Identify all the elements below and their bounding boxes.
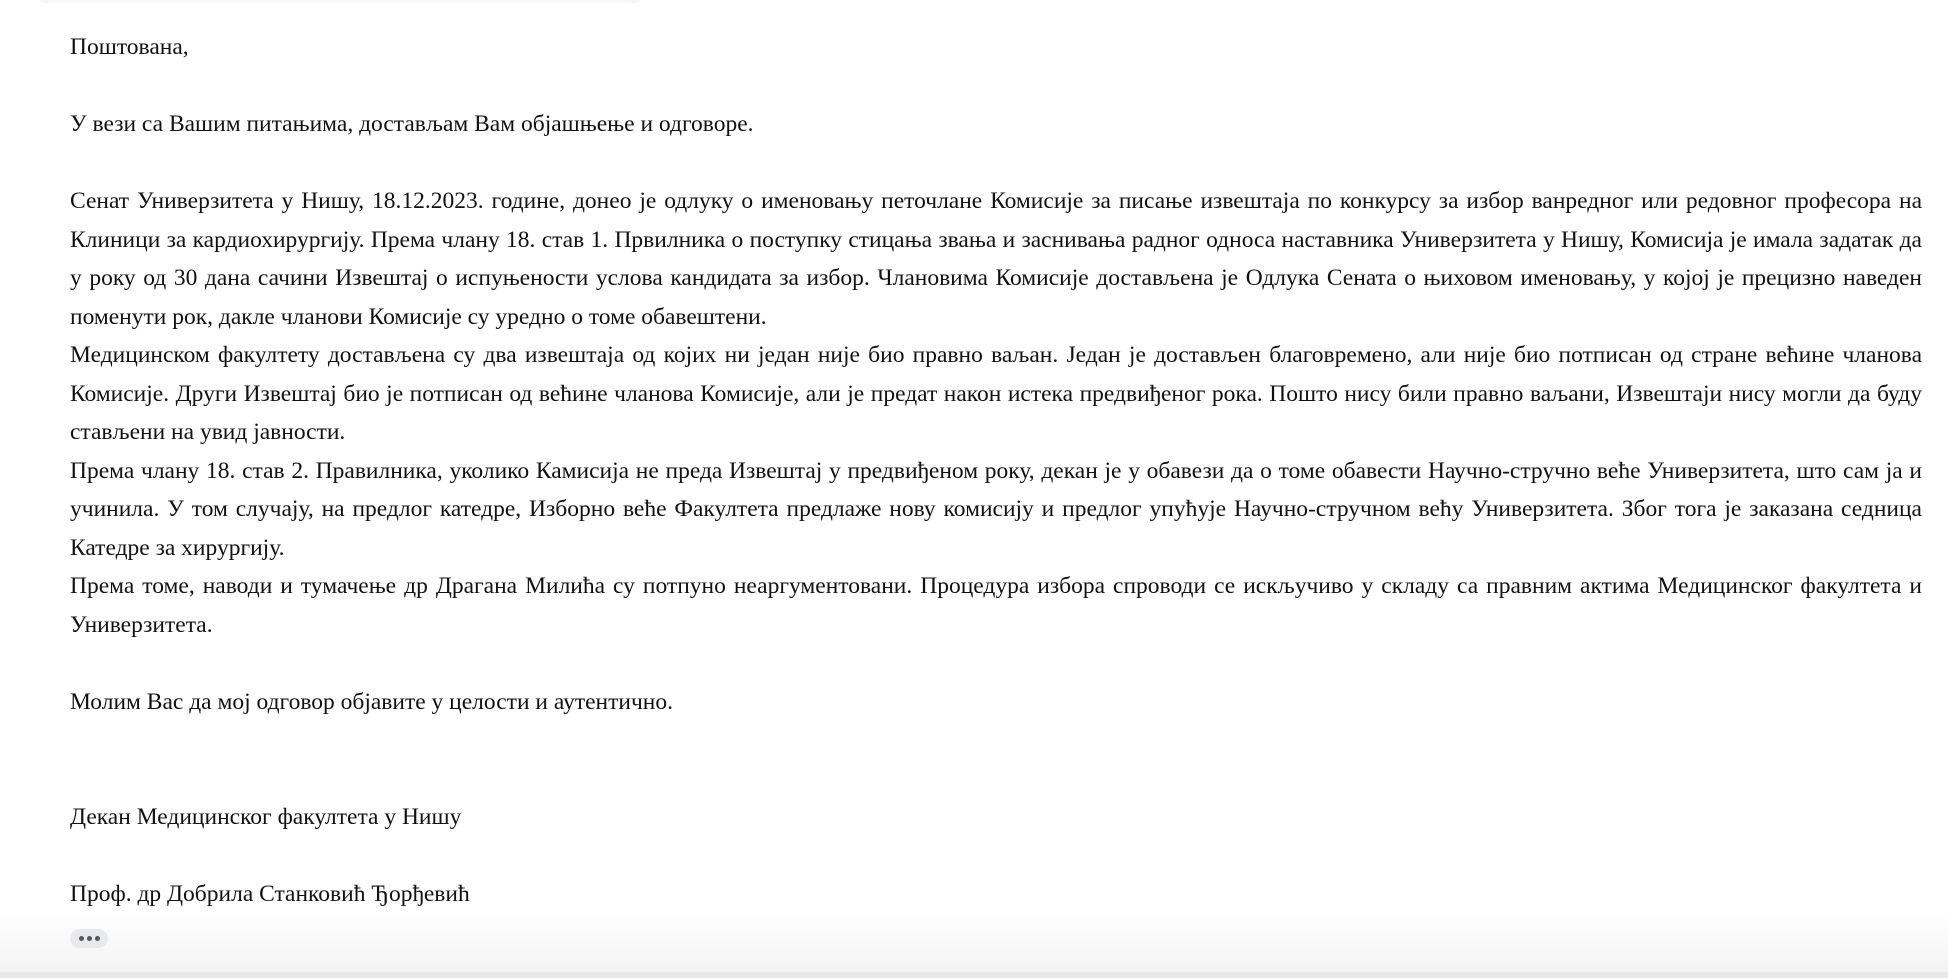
header-edge — [40, 0, 640, 3]
intro-paragraph: У вези са Вашим питањима, достављам Вам објашњење и одговоре. — [70, 111, 754, 137]
closing-request: Молим Вас да мој одговор објавите у целости и аутентично. — [70, 688, 673, 715]
pane-bottom-border — [0, 972, 1948, 978]
ellipsis-icon — [95, 936, 100, 941]
signature-title: Декан Медицинског факултета у Нишу — [70, 804, 462, 830]
spacer — [70, 837, 1922, 876]
ellipsis-icon — [79, 936, 84, 941]
spacer — [70, 144, 1922, 183]
show-trimmed-content-button[interactable] — [70, 929, 108, 948]
body-paragraph-1: Сенат Универзитета у Нишу, 18.12.2023. године, донео је одлуку о именовању петочлане Комисије за писање извештаја по конкурсу за избор ванредног или редовног професора на Клиници за кардиохирургију. Према члану 18. став 1. Првилника о поступку стицања звања и заснивања радног односа наставника Универзитета у Нишу, Комисија је имала задатак да у року од 30 дана сачини Извештај о испуњености услова кандидата за избор. Члановима Комисије достављена је Одлука Сената о њиховом именовању, у којој је прецизно наведен поменути рок, дакле чланови Комисије су уредно о томе обавештени. — [70, 188, 1922, 330]
body-paragraph-4: Према томе, наводи и тумачење др Драгана Милића су потпуно неаргументовани. Процедура избора спроводи се искључиво у складу са правним актима Медицинског факултета и Универзитета. — [70, 573, 1922, 638]
bottom-fade — [0, 910, 1948, 972]
spacer — [70, 644, 1922, 683]
body-paragraph-3: Према члану 18. став 2. Правилника, уколико Камисија не преда Извештај у предвиђеном року, декан је у обавези да о томе обавести Научно-стручно веће Универзитета, што сам ја и учинила. У том случају, на предлог катедре, Изборно веће Факултета предлаже нову комисију и предлог упућује Научно-стручном већу Универзитета. Због тога је заказана седница Катедре за хирургију. — [70, 457, 1922, 561]
body-paragraph-2: Медицинском факултету достављена су два извештаја од којих ни један није био правно ваљан. Један је достављен благовремено, али није био потписан од стране већине чланова Комисије. Други Извештај био је потписан од већине чланова Комисије, али је предат након истека предвиђеног рока. Пошто нису били правно ваљани, Извештаји нису могли да буду стављени на увид јавности. — [70, 342, 1922, 445]
spacer — [70, 67, 1922, 106]
ellipsis-icon — [87, 936, 92, 941]
greeting: Поштована, — [70, 34, 189, 60]
spacer — [70, 721, 1922, 798]
signature-name: Проф. др Добрила Станковић Ђорђевић — [70, 881, 470, 907]
email-message-body — [70, 28, 1922, 914]
